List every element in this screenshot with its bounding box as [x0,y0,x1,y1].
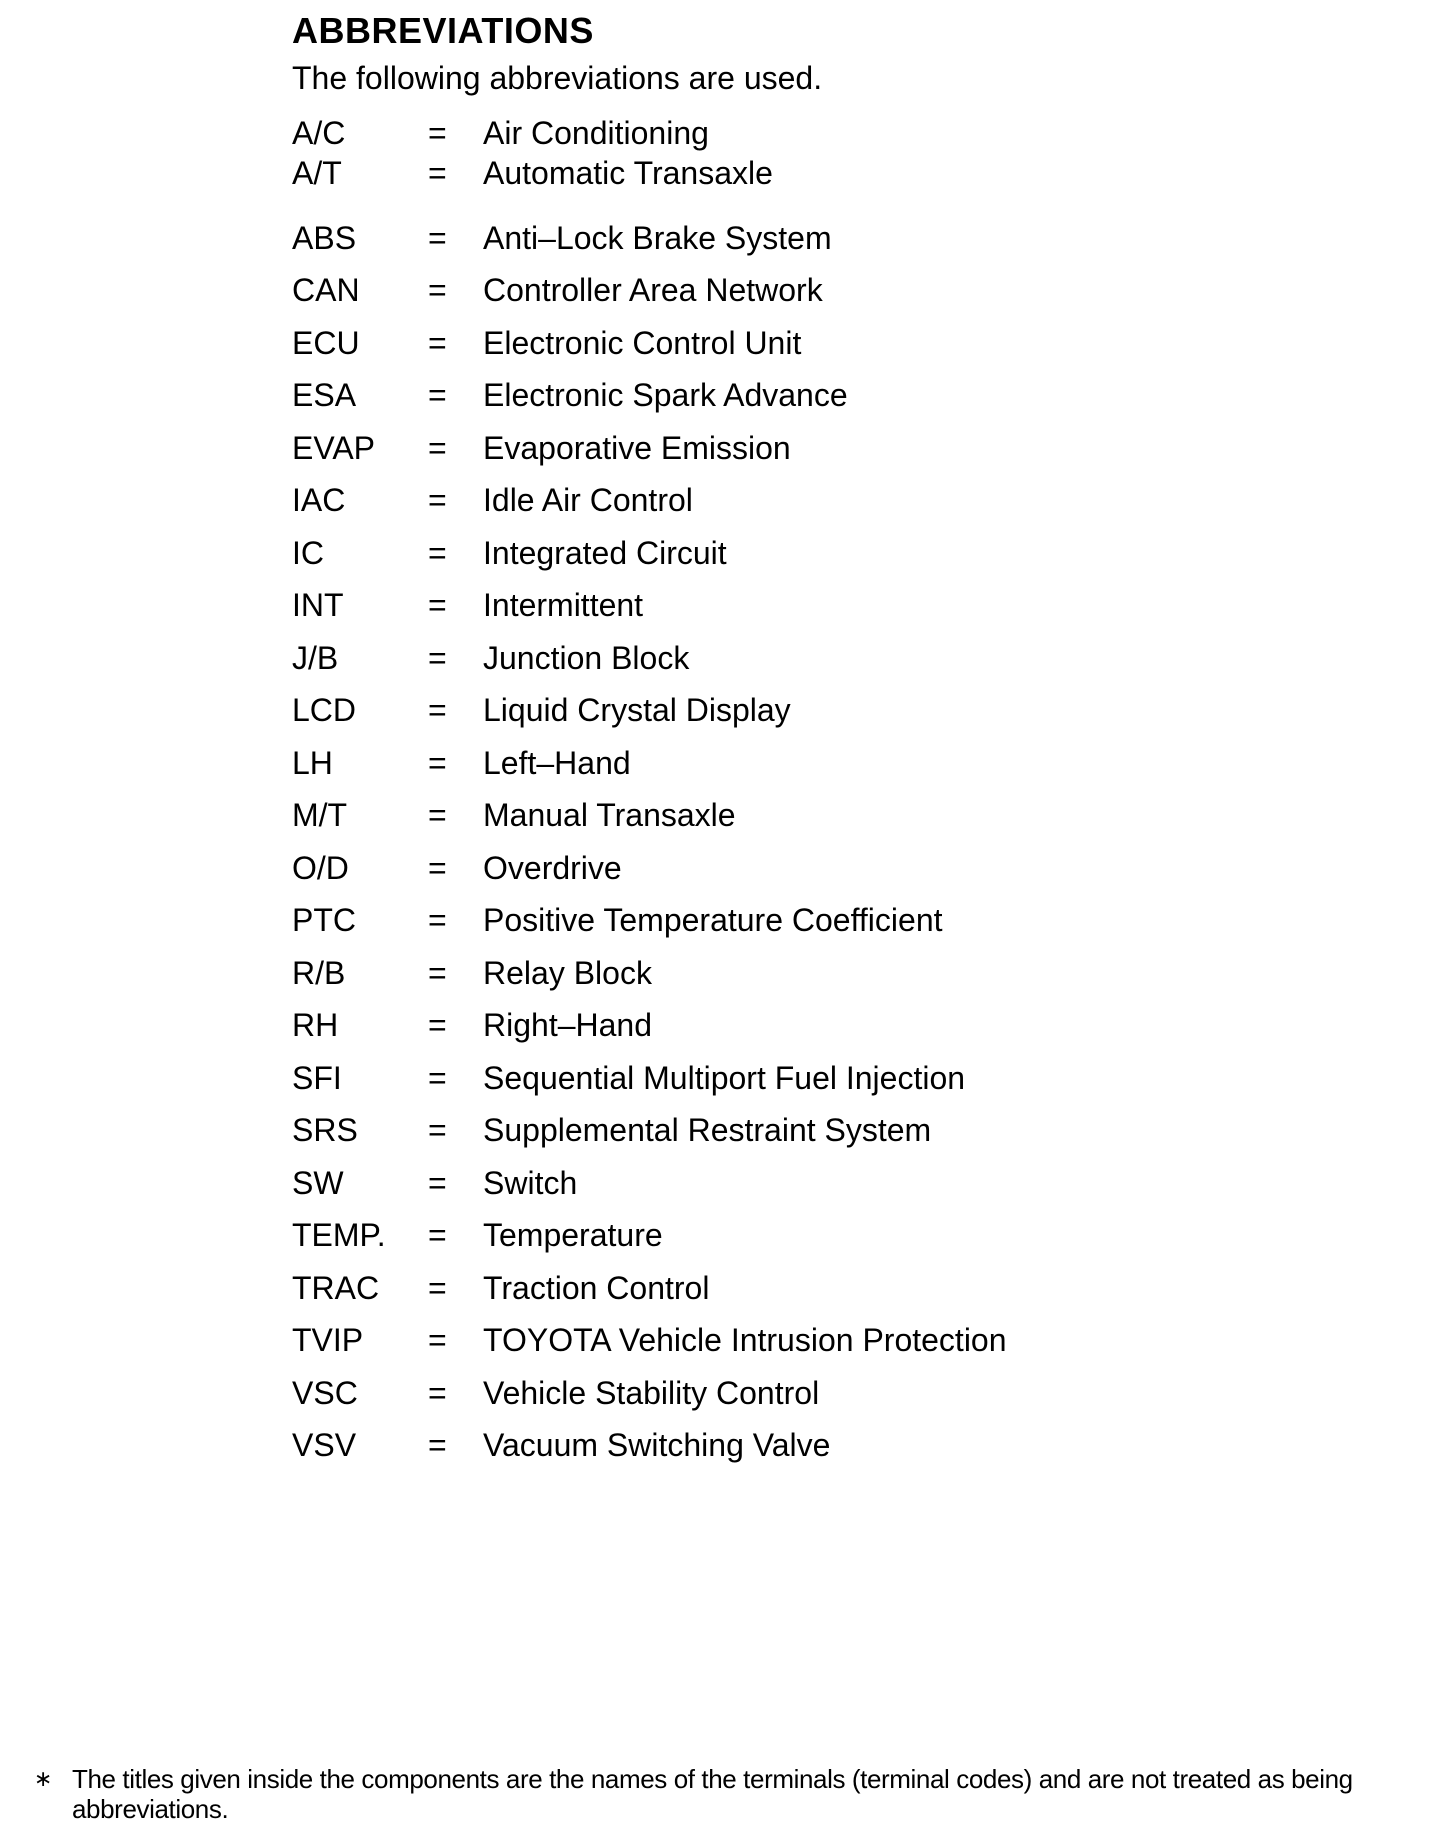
page-title: ABBREVIATIONS [292,10,594,51]
equals-sign: = [428,1269,447,1306]
equals-sign: = [428,849,447,886]
list-item [292,1107,1292,1153]
equals-sign: = [428,639,447,676]
abbreviation-term: LCD [292,692,357,728]
list-item [292,267,1292,313]
abbreviation-definition: Switch [483,1164,578,1201]
equals-sign: = [428,115,447,151]
abbreviation-definition: Vacuum Switching Valve [483,1427,831,1463]
equals-sign: = [428,429,447,466]
abbreviation-definition: Integrated Circuit [483,534,727,571]
equals-sign: = [428,377,447,413]
abbreviation-term: R/B [292,954,346,991]
equals-sign: = [428,272,447,308]
abbreviation-definition: Air Conditioning [483,115,709,151]
equals-sign: = [428,534,447,571]
equals-sign: = [428,219,447,256]
list-item [292,1160,1292,1206]
abbreviation-term: M/T [292,797,348,833]
list-item [292,150,1292,196]
list-item [292,372,1292,418]
abbreviation-definition: Junction Block [483,639,690,676]
list-item [292,845,1292,891]
abbreviation-term: SW [292,1164,344,1201]
abbreviation-definition: Right–Hand [483,1007,652,1043]
equals-sign: = [428,797,447,833]
list-item [292,1265,1292,1311]
abbreviation-term: VSC [292,1374,358,1411]
abbreviation-term: PTC [292,902,356,938]
abbreviation-term: IC [292,534,324,571]
abbreviation-definition: Traction Control [483,1269,710,1306]
abbreviation-term: CAN [292,272,360,308]
abbreviation-definition: Liquid Crystal Display [483,692,791,728]
abbreviation-definition: Vehicle Stability Control [483,1374,820,1411]
abbreviation-definition: Manual Transaxle [483,797,736,833]
list-item [292,635,1292,681]
equals-sign: = [428,587,447,623]
list-item [292,425,1292,471]
abbreviation-term: RH [292,1007,339,1043]
equals-sign: = [428,1427,447,1463]
equals-sign: = [428,1164,447,1201]
list-item [292,950,1292,996]
equals-sign: = [428,1374,447,1411]
abbreviation-definition: Automatic Transaxle [483,155,773,191]
abbreviation-definition: Positive Temperature Coefficient [483,902,943,938]
equals-sign: = [428,1322,447,1358]
list-item [292,1055,1292,1101]
list-item [292,792,1292,838]
equals-sign: = [428,1112,447,1148]
abbreviation-definition: Electronic Control Unit [483,324,802,361]
equals-sign: = [428,1059,447,1096]
list-item [292,897,1292,943]
abbreviation-term: J/B [292,639,339,676]
asterisk-icon: ∗ [34,1766,53,1791]
abbreviation-term: TRAC [292,1269,380,1306]
list-item [292,1317,1292,1363]
equals-sign: = [428,692,447,728]
abbreviation-definition: Relay Block [483,954,652,991]
list-item [292,215,1292,261]
abbreviation-term: TEMP. [292,1217,386,1253]
equals-sign: = [428,902,447,938]
abbreviation-term: A/T [292,155,342,191]
list-item [292,740,1292,786]
abbreviation-term: IAC [292,482,346,518]
abbreviation-definition: Overdrive [483,849,622,886]
list-item [292,530,1292,576]
list-item [292,1422,1292,1468]
abbreviation-term: EVAP [292,429,375,466]
abbreviation-term: ESA [292,377,357,413]
equals-sign: = [428,482,447,518]
abbreviation-definition: TOYOTA Vehicle Intrusion Protection [483,1322,1007,1358]
abbreviation-term: ABS [292,219,357,256]
abbreviation-definition: Supplemental Restraint System [483,1112,932,1148]
abbreviation-term: SRS [292,1112,358,1148]
list-item [292,1212,1292,1258]
abbreviation-definition: Anti–Lock Brake System [483,219,832,256]
abbreviation-definition: Evaporative Emission [483,429,791,466]
abbreviation-term: SFI [292,1059,342,1096]
list-item [292,477,1292,523]
abbreviation-term: TVIP [292,1322,364,1358]
list-item [292,1002,1292,1048]
equals-sign: = [428,744,447,781]
list-item [292,1370,1292,1416]
equals-sign: = [428,954,447,991]
abbreviation-term: O/D [292,849,349,886]
equals-sign: = [428,1007,447,1043]
abbreviation-term: VSV [292,1427,357,1463]
abbreviation-definition: Left–Hand [483,744,631,781]
equals-sign: = [428,1217,447,1253]
abbreviation-term: LH [292,744,333,781]
list-item [292,320,1292,366]
intro-text: The following abbreviations are used. [292,60,823,96]
abbreviation-term: ECU [292,324,360,361]
list-item [292,687,1292,733]
abbreviation-definition: Intermittent [483,587,644,623]
abbreviation-definition: Electronic Spark Advance [483,377,848,413]
abbreviation-definition: Idle Air Control [483,482,693,518]
footnote-text: The titles given inside the components are the names of the terminals (terminal codes) and are not treated as being abbreviations. [72,1764,1353,1824]
abbreviation-term: A/C [292,115,346,151]
equals-sign: = [428,155,447,191]
abbreviation-definition: Controller Area Network [483,272,823,308]
list-item [292,582,1292,628]
abbreviation-term: INT [292,587,344,623]
abbreviation-definition: Sequential Multiport Fuel Injection [483,1059,966,1096]
equals-sign: = [428,324,447,361]
abbreviation-definition: Temperature [483,1217,663,1253]
